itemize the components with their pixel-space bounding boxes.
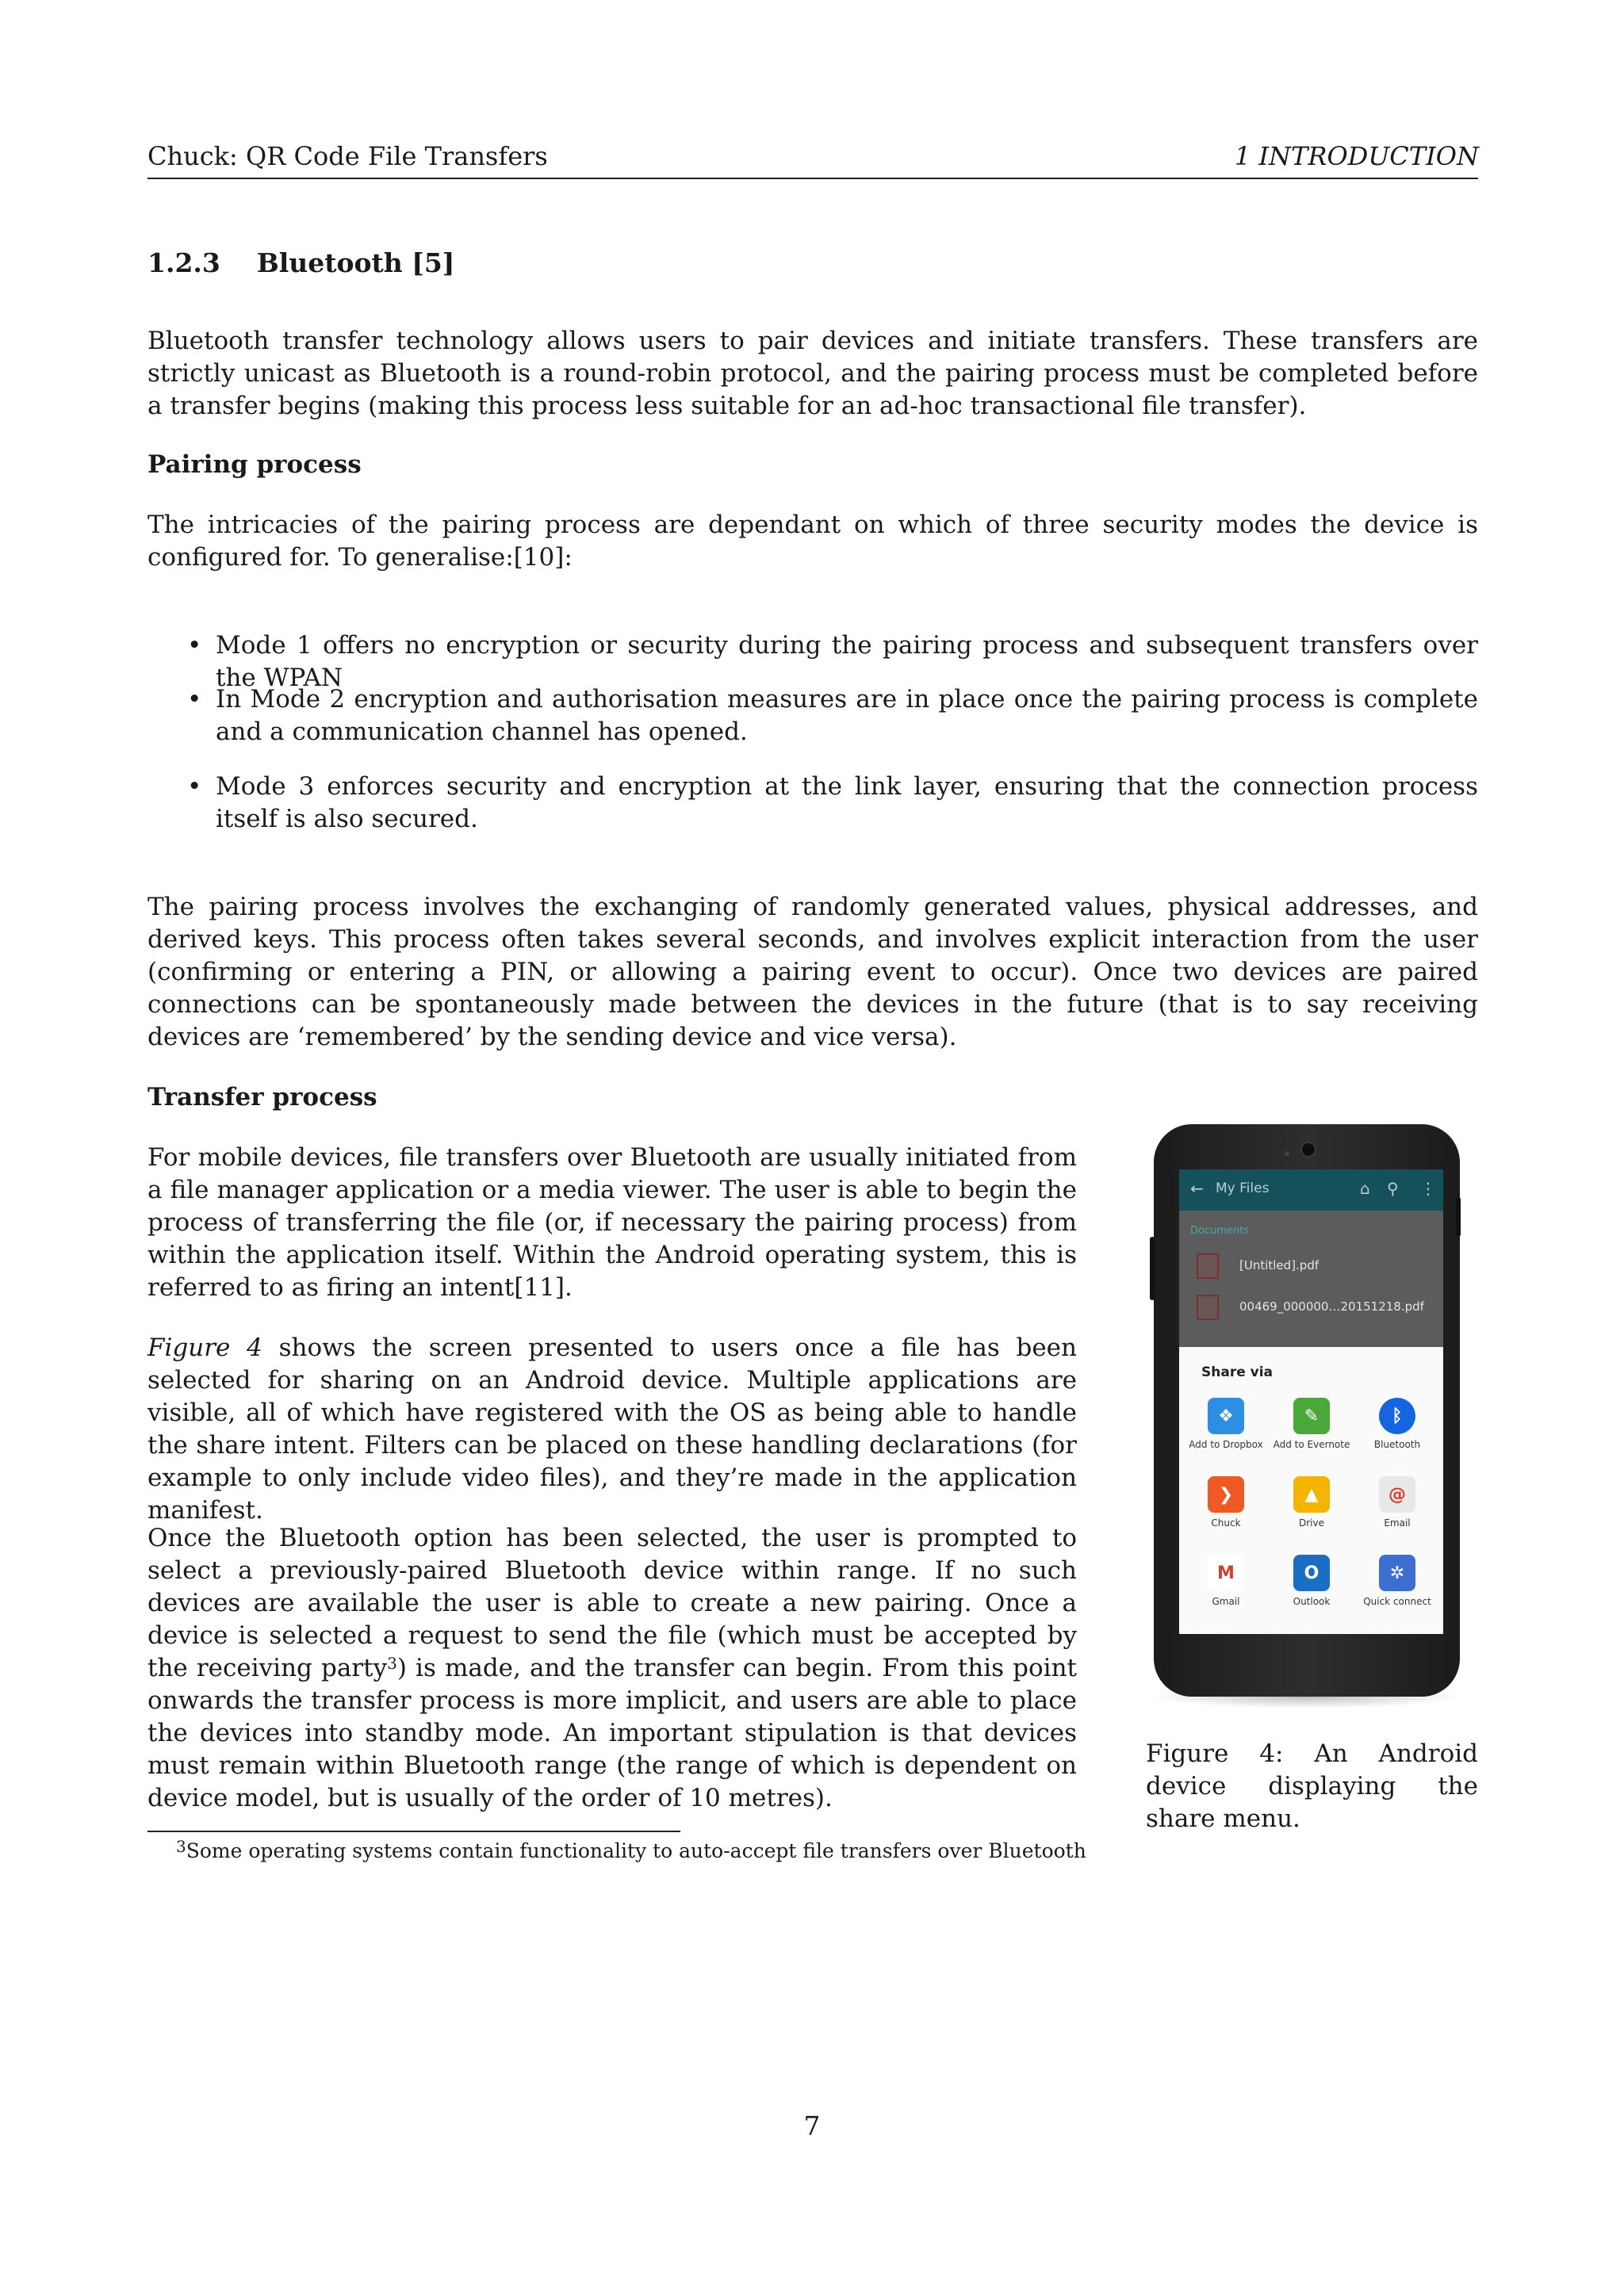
share-app-label: Quick connect bbox=[1363, 1596, 1431, 1607]
gmail-icon: M bbox=[1208, 1555, 1244, 1591]
outlook-icon: O bbox=[1293, 1555, 1330, 1591]
share-app-drive[interactable] bbox=[1268, 1476, 1355, 1529]
share-app-label: Add to Dropbox bbox=[1189, 1439, 1263, 1450]
chuck-icon: ❯ bbox=[1208, 1476, 1244, 1513]
sensor-icon bbox=[1285, 1151, 1289, 1156]
page-number: 7 bbox=[803, 2110, 821, 2141]
bullet-item: • In Mode 2 encryption and authorisation measures are in place once the pairing process is complete and a communication channel has opened. bbox=[187, 685, 1478, 746]
header-rule bbox=[147, 178, 1478, 179]
transfer-paragraph-1: For mobile devices, file transfers over Bluetooth are usually initiated from a file manager application or a media viewer. The user is able to begin the process of transferring the file (or, if necessary the pairing process) from within the application itself. Within the Android operating system, this is referred to as firing an intent[11]. bbox=[147, 1143, 1077, 1302]
file-row[interactable] bbox=[1179, 1287, 1443, 1328]
share-app-outlook[interactable] bbox=[1268, 1555, 1355, 1607]
app-bar bbox=[1179, 1169, 1443, 1211]
volume-button bbox=[1150, 1237, 1155, 1300]
file-name: 00469_000000…20151218.pdf bbox=[1239, 1299, 1424, 1314]
share-app-label: Add to Evernote bbox=[1273, 1439, 1350, 1450]
documents-label: Documents bbox=[1190, 1225, 1250, 1237]
pdf-icon bbox=[1197, 1295, 1219, 1320]
share-via-title: Share via bbox=[1201, 1364, 1274, 1380]
pairing-intro-paragraph: The intricacies of the pairing process are dependant on which of three security modes the device is configured for. To generalise:[10]: bbox=[147, 511, 1478, 572]
share-app-label: Outlook bbox=[1293, 1596, 1331, 1607]
share-app-email[interactable] bbox=[1354, 1476, 1441, 1529]
pdf-icon bbox=[1197, 1253, 1219, 1279]
file-row[interactable] bbox=[1179, 1246, 1443, 1287]
share-app-gmail[interactable] bbox=[1182, 1555, 1270, 1607]
pairing-heading: Pairing process bbox=[147, 450, 362, 479]
quick-connect-icon: ✲ bbox=[1379, 1555, 1415, 1591]
pairing-body-paragraph: The pairing process involves the exchanging of randomly generated values, physical addresses, and derived keys. This process often takes several seconds, and involves explicit interaction from the user (confirming or entering a PIN, or allowing a pairing event to occur). Once two devices are paired connections can be spontaneously made between the devices in the future (that is to say receiving devices are ‘remembered’ by the sending device and vice versa). bbox=[147, 893, 1478, 1051]
share-app-label: Drive bbox=[1299, 1517, 1324, 1529]
bullet-item: • Mode 3 enforces security and encryption at the link layer, ensuring that the connection process itself is also secured. bbox=[187, 772, 1478, 833]
file-name: [Untitled].pdf bbox=[1239, 1258, 1320, 1272]
home-icon[interactable]: ⌂ bbox=[1360, 1179, 1370, 1198]
transfer-heading: Transfer process bbox=[147, 1083, 377, 1112]
dropbox-icon: ❖ bbox=[1208, 1398, 1244, 1434]
footnote-rule bbox=[147, 1831, 680, 1832]
share-app-label: Gmail bbox=[1212, 1596, 1240, 1607]
running-header-title: Chuck: QR Code File Transfers bbox=[147, 141, 548, 171]
camera-icon bbox=[1300, 1142, 1316, 1158]
transfer-paragraph-3: Once the Bluetooth option has been selected, the user is prompted to select a previously-paired Bluetooth device within range. If no such devices are available the user is able to create a new pairing. Once a device is selected a request to send the file (which must be accepted by the receiving party$^3$) is made, and the transfer can begin. From this point onwards the transfer process is more implicit, and users are able to place the devices into standby mode. An important stipulation is that devices must remain within Bluetooth range (the range of which is dependent on device model, but is usually of the order of 10 metres). bbox=[147, 1524, 1078, 1812]
email-icon: @ bbox=[1379, 1476, 1415, 1513]
figure-caption: Figure 4: An Android device displaying the share menu. bbox=[1146, 1739, 1478, 1833]
drive-icon: ▲ bbox=[1293, 1476, 1330, 1513]
section-heading: 1.2.3 Bluetooth [5] bbox=[147, 247, 455, 278]
share-sheet bbox=[1179, 1347, 1443, 1634]
bullet-icon: • bbox=[187, 772, 202, 801]
phone-screen bbox=[1179, 1169, 1443, 1634]
bullet-icon: • bbox=[187, 685, 202, 714]
share-app-quick-connect[interactable] bbox=[1354, 1555, 1441, 1607]
share-app-add-to-dropbox[interactable] bbox=[1182, 1398, 1270, 1450]
bullet-item: • Mode 1 offers no encryption or security during the pairing process and subsequent transfers over the WPAN bbox=[187, 631, 1478, 692]
power-button bbox=[1456, 1197, 1461, 1237]
back-arrow-icon[interactable]: ← bbox=[1190, 1179, 1204, 1198]
share-app-chuck[interactable] bbox=[1182, 1476, 1270, 1529]
search-icon[interactable]: ⚲ bbox=[1387, 1179, 1399, 1198]
overflow-menu-icon[interactable]: ⋮ bbox=[1420, 1179, 1436, 1198]
intro-paragraph: Bluetooth transfer technology allows users to pair devices and initiate transfers. These transfers are strictly unicast as Bluetooth is a round-robin protocol, and the pairing process must be completed before a transfer begins (making this process less suitable for an ad-hoc transactional file transfer). bbox=[147, 327, 1478, 420]
bluetooth-icon: ᛒ bbox=[1379, 1398, 1415, 1434]
evernote-icon: ✎ bbox=[1293, 1398, 1330, 1434]
share-app-add-to-evernote[interactable] bbox=[1268, 1398, 1355, 1450]
share-app-bluetooth[interactable] bbox=[1354, 1398, 1441, 1450]
share-app-label: Email bbox=[1384, 1517, 1411, 1529]
footnote-mark: 3 bbox=[387, 1654, 397, 1673]
figure-reference: Figure 4 bbox=[147, 1334, 262, 1362]
footnote: $^3$Some operating systems contain functionality to auto-accept file transfers over Bluetooth bbox=[176, 1837, 1086, 1862]
running-header-section: 1 INTRODUCTION bbox=[1234, 141, 1479, 171]
share-app-label: Chuck bbox=[1211, 1517, 1241, 1529]
transfer-paragraph-2: Figure 4 shows the screen presented to users once a file has been selected for sharing on an Android device. Multiple applications are visible, all of which have registered with the OS as being able to handle the share intent. Filters can be placed on these handling declarations (for example to only include video files), and they’re made in the application manifest. bbox=[147, 1334, 1077, 1525]
app-title: My Files bbox=[1216, 1181, 1270, 1196]
share-app-label: Bluetooth bbox=[1373, 1439, 1421, 1450]
bullet-icon: • bbox=[187, 631, 202, 660]
